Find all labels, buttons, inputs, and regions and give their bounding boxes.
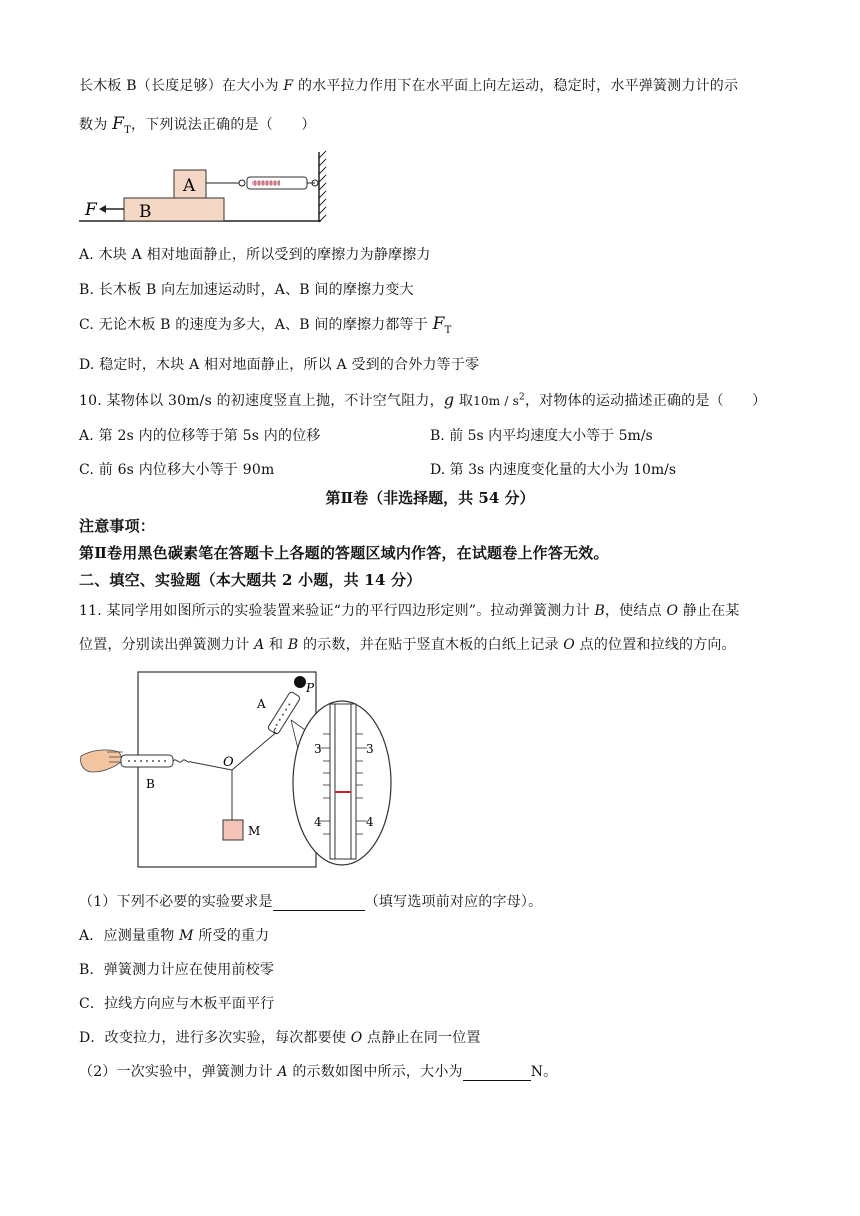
var: B — [287, 637, 299, 653]
q11-option-a — [79, 925, 269, 945]
var-FT: F — [432, 314, 445, 334]
q11-option-b: B．弹簧测力计应在使用前校零 — [79, 962, 275, 978]
label-B: B — [139, 202, 152, 222]
tick-3-left: 3 — [314, 742, 322, 756]
tick-4-left: 4 — [314, 815, 322, 829]
answer-blank[interactable] — [463, 1065, 531, 1081]
q9-stem-line1 — [79, 75, 738, 95]
text: （填写选项前对应的字母）。 — [364, 894, 543, 910]
q11-option-d — [79, 1027, 481, 1047]
q11-sub1 — [79, 891, 542, 911]
var: O — [563, 637, 575, 653]
text: N。 — [530, 1064, 558, 1080]
text: 数为 — [79, 117, 113, 133]
text: ，下列说法正确的是（ ） — [130, 117, 316, 133]
q10-stem — [79, 390, 766, 410]
text: （2）一次实验中，弹簧测力计 — [79, 1064, 278, 1080]
text: ，使结点 — [604, 603, 667, 619]
q9-option-d: D. 稳定时，木块 A 相对地面静止，所以 A 受到的合外力等于零 — [79, 357, 480, 373]
notice-text: 第Ⅱ卷用黑色碳素笔在答题卡上各题的答题区域内作答，在试题卷上作答无效。 — [79, 544, 609, 562]
q11-stem-line1 — [79, 600, 740, 620]
text: （1）下列不必要的实验要求是 — [79, 894, 273, 910]
unit-sup: 2 — [519, 392, 525, 403]
text: 长木板 B（长度足够）在大小为 — [79, 78, 284, 94]
var: A — [254, 637, 265, 653]
q10-option-c: C. 前 6s 内位移大小等于 90m — [79, 462, 275, 478]
var: A — [277, 1064, 288, 1080]
q11-stem-line2 — [79, 634, 736, 654]
section-title: 第Ⅱ卷（非选择题，共 54 分） — [325, 489, 535, 507]
q11-figure-apparatus — [79, 668, 419, 870]
text: D．改变拉力，进行多次实验，每次都要使 — [79, 1030, 351, 1046]
label-P: P — [306, 681, 315, 695]
notice-title: 注意事项： — [79, 517, 156, 535]
label-A: A — [257, 697, 266, 711]
text: 的水平拉力作用下在水平面上向左运动，稳定时，水平弹簧测力计的示 — [293, 78, 739, 94]
text: 位置，分别读出弹簧测力计 — [79, 637, 255, 653]
label-A: A — [183, 176, 196, 196]
text: 所受的重力 — [193, 928, 270, 944]
text: 的示数，并在贴于竖直木板的白纸上记录 — [298, 637, 564, 653]
var-F: F — [283, 78, 294, 94]
q10-option-a: A. 第 2s 内的位移等于第 5s 内的位移 — [79, 428, 321, 444]
text: 11. 某同学用如图所示的实验装置来验证“力的平行四边形定则”。拉动弹簧测力计 — [79, 603, 595, 619]
label-F: F — [85, 200, 97, 220]
text: A．应测量重物 — [79, 928, 180, 944]
subscript-T: T — [444, 324, 452, 336]
tick-4-right: 4 — [366, 815, 374, 829]
text: 10. 某物体以 30m/s 的初速度竖直上抛，不计空气阻力， — [79, 393, 444, 409]
text: 点的位置和拉线的方向。 — [574, 637, 736, 653]
unit: 10m / s — [473, 394, 520, 408]
subscript-T: T — [124, 124, 131, 136]
label-B: B — [146, 777, 155, 791]
part-title: 二、填空、实验题（本大题共 2 小题，共 14 分） — [79, 571, 422, 589]
q9-option-c — [79, 314, 451, 336]
text: 取 — [454, 393, 474, 409]
q11-sub2 — [79, 1061, 557, 1081]
var: O — [666, 603, 679, 619]
text: 点静止在同一位置 — [362, 1030, 481, 1046]
q10-option-d: D. 第 3s 内速度变化量的大小为 10m/s — [430, 462, 677, 478]
tick-3-right: 3 — [366, 742, 374, 756]
var-FT: F — [112, 114, 125, 134]
text: 和 — [264, 637, 288, 653]
text: 静止在某 — [678, 603, 740, 619]
var: B — [594, 603, 605, 619]
var: M — [179, 928, 194, 944]
q9-option-b: B. 长木板 B 向左加速运动时，A、B 间的摩擦力变大 — [79, 282, 414, 298]
q9-figure-blocks-spring — [79, 150, 339, 225]
q9-stem-line2 — [79, 114, 316, 136]
q10-option-b: B. 前 5s 内平均速度大小等于 5m/s — [430, 428, 653, 444]
label-O: O — [223, 755, 234, 770]
text: ，对物体的运动描述正确的是（ ） — [524, 393, 767, 409]
text: 的示数如图中所示，大小为 — [287, 1064, 463, 1080]
q11-option-c: C．拉线方向应与木板平面平行 — [79, 996, 275, 1012]
q9-option-a: A. 木块 A 相对地面静止，所以受到的摩擦力为静摩擦力 — [79, 247, 431, 263]
var-g: g — [443, 390, 455, 409]
label-M: M — [248, 824, 261, 838]
answer-blank[interactable] — [273, 895, 365, 911]
text: C. 无论木板 B 的速度为多大，A、B 间的摩擦力都等于 — [79, 317, 433, 333]
var: O — [350, 1030, 363, 1046]
